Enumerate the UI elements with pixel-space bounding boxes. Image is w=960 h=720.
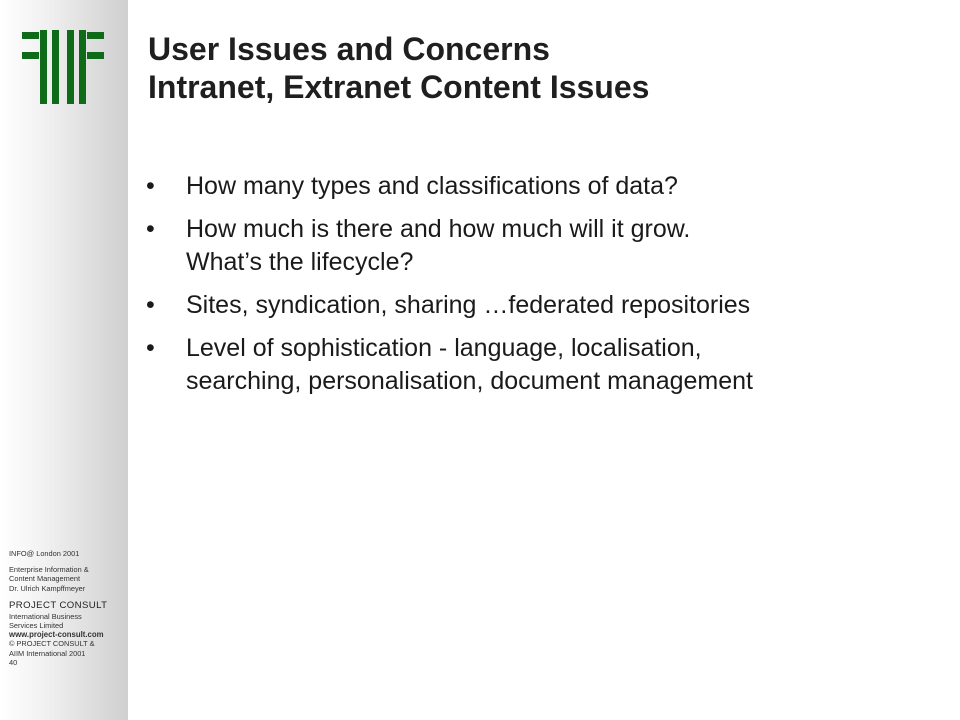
bullet-item (146, 332, 946, 398)
bullet-item (146, 289, 946, 322)
bullet-line: What’s the lifecycle? (186, 248, 414, 276)
slide-title (148, 30, 948, 106)
subtitle-line: Content Management (9, 574, 81, 584)
subtitle-line: Enterprise Information & (9, 565, 89, 575)
bullet-icon: • (146, 215, 155, 243)
author-name: Dr. Ulrich Kampffmeyer (9, 583, 86, 593)
bullet-icon: • (146, 334, 155, 362)
bullet-line: searching, personalisation, document management (186, 367, 754, 395)
bullet-icon: • (146, 291, 155, 319)
bullet-item (146, 170, 946, 203)
bullet-icon: • (146, 172, 155, 200)
website-link[interactable]: www.project-consult.com (9, 630, 104, 640)
company-line: Services Limited (9, 621, 64, 631)
bullet-item (146, 213, 946, 279)
bullet-line: How much is there and how much will it grow. (186, 215, 691, 243)
bullet-line: Sites, syndication, sharing …federated repositories (186, 291, 751, 319)
company-line: International Business (9, 611, 82, 621)
sidebar-credits (9, 549, 127, 667)
copyright-line: © PROJECT CONSULT & (9, 639, 95, 649)
event-name: INFO@ London 2001 (9, 549, 80, 558)
title-line: Intranet, Extranet Content Issues (148, 69, 650, 105)
company-name: PROJECT CONSULT (9, 599, 108, 611)
copyright-line: AIIM International 2001 (9, 648, 86, 658)
bullet-list (146, 170, 946, 408)
bullet-line: How many types and classifications of data? (186, 172, 678, 200)
project-consult-logo-icon (22, 30, 104, 104)
bullet-line: Level of sophistication - language, localisation, (186, 334, 702, 362)
sidebar (0, 0, 128, 720)
page-number: 40 (9, 657, 18, 667)
title-line: User Issues and Concerns (148, 31, 550, 67)
